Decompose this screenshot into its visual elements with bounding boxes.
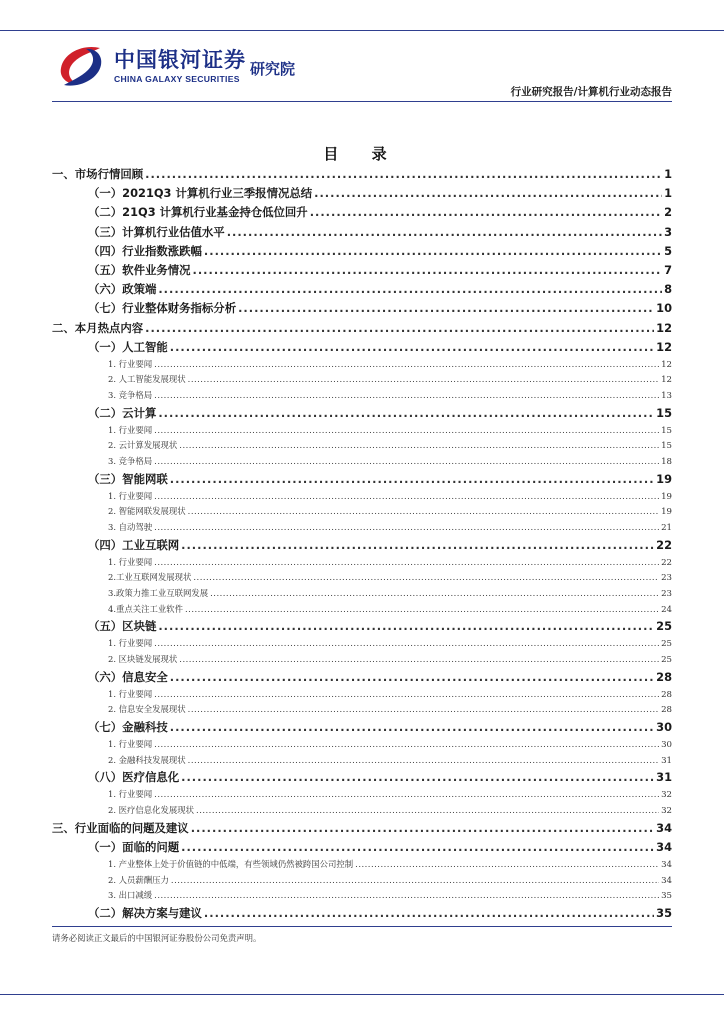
toc-entry-label: 1. 行业要闻 [108,358,153,369]
toc-entry[interactable] [52,166,672,185]
toc-entry[interactable] [52,373,672,389]
toc-leader-dots [154,890,659,900]
toc-entry[interactable] [52,204,672,223]
toc-entry[interactable] [52,490,672,506]
toc-leader-dots [154,456,659,466]
toc-leader-dots [191,821,654,835]
toc-entry[interactable] [52,243,672,262]
footer-rule [52,926,672,927]
toc-entry-page: 19 [661,507,672,518]
toc-entry-page: 1 [664,186,672,201]
toc-entry-label: （二）解决方案与建议 [88,905,202,920]
toc-leader-dots [179,440,659,450]
toc-entry-page: 34 [661,860,672,871]
toc-leader-dots [188,374,659,384]
toc-entry-label: （四）行业指数涨跌幅 [88,243,202,258]
toc-entry-label: 1. 产业整体上处于价值链的中低端，有些领域仍然被跨国公司控制 [108,859,354,870]
toc-entry[interactable] [52,618,672,637]
toc-leader-dots [170,720,654,734]
toc-entry-page: 12 [661,375,672,386]
toc-entry-page: 21 [661,523,672,533]
toc-leader-dots [193,572,659,582]
toc-entry-label: （四）工业互联网 [88,537,180,552]
toc-entry-page: 19 [661,491,672,502]
toc-leader-dots [171,875,659,885]
toc-entry-page: 23 [661,573,672,584]
toc-entry[interactable] [52,839,672,858]
institute-label: 研究院 [250,60,296,78]
toc-entry-label: 3. 竞争格局 [108,390,153,401]
toc-entry[interactable] [52,471,672,490]
toc-entry-page: 1 [664,167,672,181]
toc-entry[interactable] [52,358,672,374]
toc-leader-dots [310,205,662,219]
toc-entry-page: 28 [661,705,672,716]
toc-entry[interactable] [52,455,672,471]
toc-entry[interactable] [52,719,672,738]
toc-entry[interactable] [52,820,672,839]
brand-name-en: CHINA GALAXY SECURITIES [114,74,240,84]
toc-leader-dots [193,263,663,277]
toc-entry-page: 22 [661,557,672,568]
toc-entry-page: 31 [661,755,672,766]
toc-entry-page: 32 [661,790,672,801]
toc-entry-page: 32 [661,806,672,817]
toc-entry[interactable] [52,405,672,424]
toc-leader-dots [188,755,659,765]
toc-entry[interactable] [52,389,672,405]
toc-entry-label: （八）医疗信息化 [88,770,180,785]
toc-entry-label: 2. 人工智能发展现状 [108,374,186,385]
toc-entry[interactable] [52,874,672,890]
toc-entry-page: 3 [664,224,672,239]
brand-name-cn: 中国银河证券 [114,48,246,72]
toc-leader-dots [170,670,654,684]
toc-leader-dots [154,638,659,648]
toc-leader-dots [227,225,662,239]
toc-entry-page: 23 [661,588,672,599]
toc-entry-page: 34 [656,820,672,835]
toc-entry-page: 10 [656,301,672,316]
toc-entry[interactable] [52,653,672,669]
toc-entry-label: 4.重点关注工业软件 [108,603,183,614]
toc-leader-dots [154,425,659,435]
toc-entry-page: 5 [664,243,672,258]
toc-leader-dots [314,186,662,200]
toc-leader-dots [355,859,659,869]
toc-entry[interactable] [52,556,672,572]
toc-entry[interactable] [52,320,672,339]
toc-entry[interactable] [52,688,672,704]
toc-entry-page: 15 [661,425,672,436]
toc-entry-label: 1. 行业要闻 [108,739,153,750]
toc-entry[interactable] [52,754,672,770]
toc-leader-dots [154,522,659,532]
toc-entry-label: （二）云计算 [88,405,157,420]
toc-entry-label: 3.政策力推工业互联网发展 [108,587,209,598]
toc-entry-page: 30 [656,719,672,734]
toc-entry-page: 15 [661,441,672,452]
toc-entry-label: 2. 信息安全发展现状 [108,704,186,715]
toc-entry[interactable] [52,185,672,204]
toc-entry[interactable] [52,571,672,587]
toc-entry-label: （一）人工智能 [88,339,168,354]
toc-entry-page: 12 [656,339,672,354]
toc-entry[interactable] [52,339,672,358]
toc-title: 目 录 [323,145,401,163]
toc-entry-page: 12 [656,320,672,335]
toc-entry-label: 1. 行业要闻 [108,424,153,435]
toc-leader-dots [145,321,654,335]
toc-entry-label: 二、本月热点内容 [52,320,144,335]
toc-entry-label: 三、行业面临的问题及建议 [52,820,189,835]
toc-entry-label: （三）智能网联 [88,471,168,486]
toc-leader-dots [185,604,659,614]
toc-entry[interactable] [52,587,672,603]
toc-entry-page: 25 [661,654,672,665]
toc-entry[interactable] [52,281,672,300]
toc-leader-dots [158,619,654,633]
toc-entry-page: 35 [656,905,672,920]
toc-leader-dots [204,906,654,920]
toc-leader-dots [238,301,654,315]
toc-entry[interactable] [52,738,672,754]
toc-leader-dots [170,340,654,354]
header-rule [52,101,672,102]
toc-entry-page: 13 [661,391,672,402]
toc-leader-dots [181,538,654,552]
toc-entry-label: 3. 自动驾驶 [108,522,153,532]
toc-entry[interactable] [52,224,672,243]
toc-entry-label: 2. 区块链发展现状 [108,653,178,664]
toc-entry-label: （六）政策端 [88,282,157,297]
brand-block [114,48,246,85]
top-rule [0,30,724,31]
toc-entry-page: 19 [656,471,672,486]
galaxy-swirl-logo-icon [56,44,106,88]
table-of-contents [52,166,672,924]
toc-entry-page: 15 [656,405,672,420]
toc-entry[interactable] [52,505,672,521]
toc-leader-dots [154,739,659,749]
toc-entry-page: 8 [664,282,672,297]
toc-entry[interactable] [52,439,672,455]
toc-leader-dots [181,770,654,784]
toc-entry[interactable] [52,889,672,905]
toc-entry-label: 一、市场行情回顾 [52,167,144,181]
toc-entry-page: 28 [656,669,672,684]
toc-entry-page: 24 [661,604,672,615]
toc-entry-label: （五）软件业务情况 [88,262,191,277]
toc-leader-dots [154,689,659,699]
toc-leader-dots [154,491,659,501]
toc-entry[interactable] [52,424,672,440]
toc-entry[interactable] [52,300,672,319]
toc-entry-page: 34 [661,875,672,886]
toc-entry-label: （三）计算机行业估值水平 [88,224,225,239]
toc-entry-page: 30 [661,740,672,751]
toc-entry-page: 34 [656,839,672,854]
toc-entry-label: （二）21Q3 计算机行业基金持仓低位回升 [88,205,308,220]
toc-entry-label: 2. 金融科技发展现状 [108,754,186,765]
toc-leader-dots [154,557,659,567]
toc-entry-label: 1. 行业要闻 [108,789,153,800]
toc-entry[interactable] [52,521,672,537]
toc-leader-dots [181,840,654,854]
toc-leader-dots [196,805,659,815]
toc-entry-label: 2. 人员薪酬压力 [108,874,169,885]
toc-entry-page: 25 [656,619,672,634]
toc-entry-label: 1. 行业要闻 [108,688,153,699]
toc-entry-page: 22 [656,537,672,552]
toc-entry-page: 2 [664,205,672,220]
toc-entry-label: 1. 行业要闻 [108,638,153,649]
toc-entry-label: （七）金融科技 [88,719,168,734]
toc-entry-label: 2. 医疗信息化发展现状 [108,805,195,816]
toc-entry-page: 25 [661,639,672,650]
report-type: 行业研究报告/计算机行业动态报告 [510,86,672,98]
toc-entry[interactable] [52,637,672,653]
toc-entry-label: （七）行业整体财务指标分析 [88,301,237,316]
disclaimer: 请务必阅读正文最后的中国银河证券股份公司免责声明。 [52,933,262,943]
toc-leader-dots [204,244,662,258]
toc-leader-dots [154,359,659,369]
bottom-rule [0,994,724,995]
toc-leader-dots [154,789,659,799]
toc-leader-dots [158,282,662,296]
toc-leader-dots [210,588,659,598]
toc-entry[interactable] [52,788,672,804]
toc-entry-page: 7 [664,262,672,277]
toc-entry-label: 1. 行业要闻 [108,490,153,501]
toc-entry-label: （五）区块链 [88,619,157,634]
toc-entry-label: 2. 云计算发展现状 [108,440,178,451]
toc-entry[interactable] [52,804,672,820]
toc-entry[interactable] [52,603,672,619]
toc-entry-label: 3. 竞争格局 [108,456,153,467]
toc-leader-dots [145,167,662,181]
toc-entry-label: 3. 出口减缓 [108,890,153,901]
toc-entry-label: 2. 智能网联发展现状 [108,506,186,517]
toc-leader-dots [188,704,659,714]
toc-entry-page: 35 [661,891,672,902]
toc-leader-dots [179,654,659,664]
toc-entry[interactable] [52,703,672,719]
toc-leader-dots [158,406,654,420]
toc-entry-label: 2.工业互联网发展现状 [108,572,192,583]
toc-entry[interactable] [52,262,672,281]
toc-entry[interactable] [52,669,672,688]
toc-leader-dots [188,506,659,516]
toc-entry-label: 1. 行业要闻 [108,556,153,567]
toc-entry[interactable] [52,537,672,556]
toc-entry[interactable] [52,769,672,788]
toc-entry-label: （一）2021Q3 计算机行业三季报情况总结 [88,186,313,201]
toc-entry-page: 12 [661,359,672,370]
toc-entry[interactable] [52,905,672,924]
toc-entry-label: （六）信息安全 [88,669,168,684]
toc-leader-dots [170,472,654,486]
toc-entry-page: 28 [661,689,672,700]
toc-entry[interactable] [52,858,672,874]
toc-entry-page: 18 [661,457,672,468]
toc-entry-page: 31 [656,770,672,785]
toc-entry-label: （一）面临的问题 [88,839,180,854]
toc-leader-dots [154,390,659,400]
